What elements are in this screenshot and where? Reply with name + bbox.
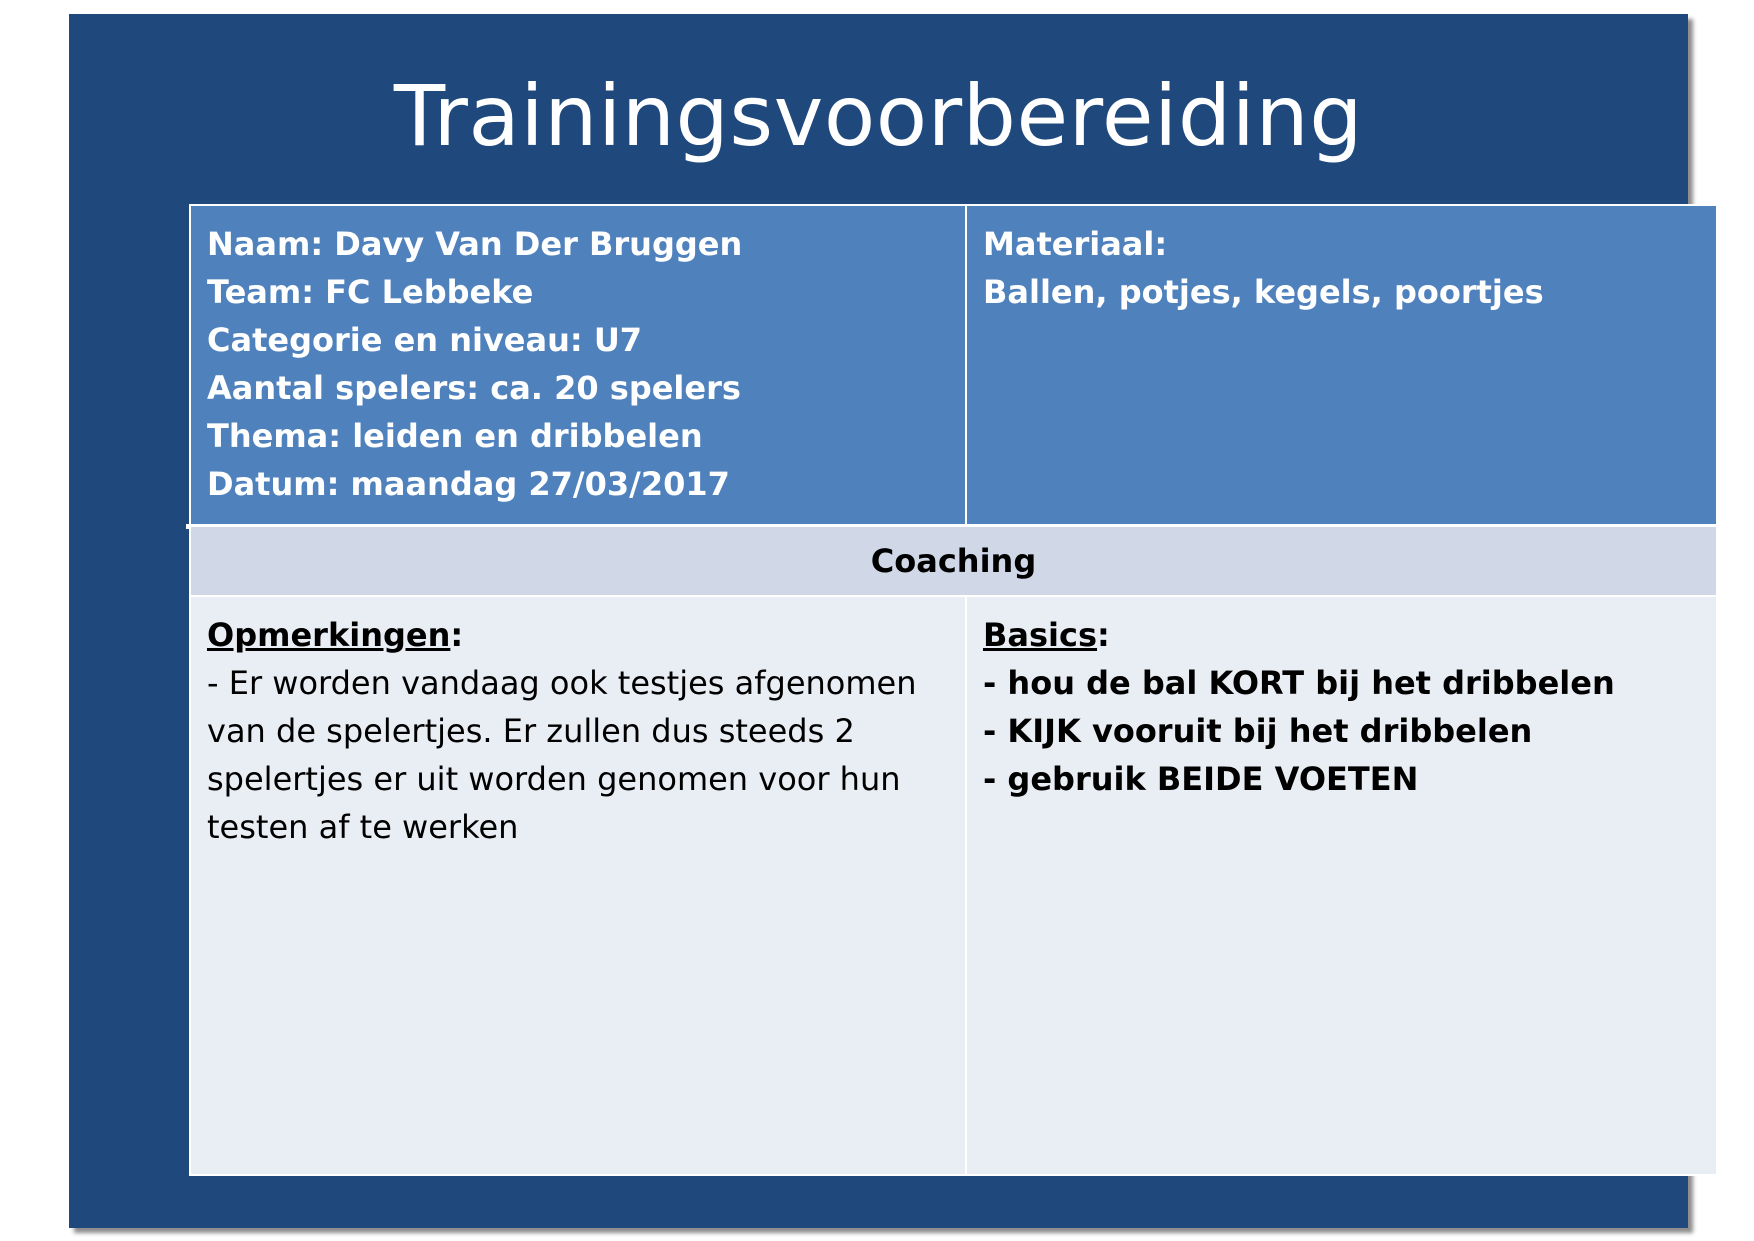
basics-heading-label: Basics xyxy=(983,616,1098,654)
basics-heading xyxy=(983,611,1704,659)
basics-item: - KIJK vooruit bij het dribbelen xyxy=(983,712,1533,750)
basics-text xyxy=(983,611,1704,803)
name-field: Naam: Davy Van Der Bruggen xyxy=(207,225,743,263)
material-cell xyxy=(965,204,1718,527)
slide xyxy=(69,14,1688,1228)
remarks-cell xyxy=(189,595,967,1176)
basics-item: - gebruik BEIDE VOETEN xyxy=(983,760,1419,798)
remarks-heading xyxy=(207,611,953,659)
category-field: Categorie en niveau: U7 xyxy=(207,321,643,359)
remarks-heading-label: Opmerkingen xyxy=(207,616,451,654)
players-field: Aantal spelers: ca. 20 spelers xyxy=(207,369,741,407)
remarks-text xyxy=(207,611,953,851)
team-field: Team: FC Lebbeke xyxy=(207,273,534,311)
theme-field: Thema: leiden en dribbelen xyxy=(207,417,703,455)
preparation-table xyxy=(189,204,1718,1176)
remarks-heading-colon: : xyxy=(450,616,464,654)
info-cell xyxy=(189,204,967,527)
coaching-band xyxy=(189,525,1718,597)
basics-item: - hou de bal KORT bij het dribbelen xyxy=(983,664,1615,702)
material-value: Ballen, potjes, kegels, poortjes xyxy=(983,273,1544,311)
date-field: Datum: maandag 27/03/2017 xyxy=(207,465,730,503)
page-title: Trainingsvoorbereiding xyxy=(393,67,1364,165)
info-text xyxy=(207,220,953,508)
material-heading: Materiaal: xyxy=(983,225,1168,263)
remarks-body: - Er worden vandaag ook testjes afgenomen van de spelertjes. Er zullen dus steeds 2 spelertjes er uit worden genomen voor hun testen af te werken xyxy=(207,664,917,846)
material-text xyxy=(983,220,1704,316)
basics-cell xyxy=(965,595,1718,1176)
basics-heading-colon: : xyxy=(1097,616,1110,654)
coaching-label: Coaching xyxy=(870,542,1037,580)
